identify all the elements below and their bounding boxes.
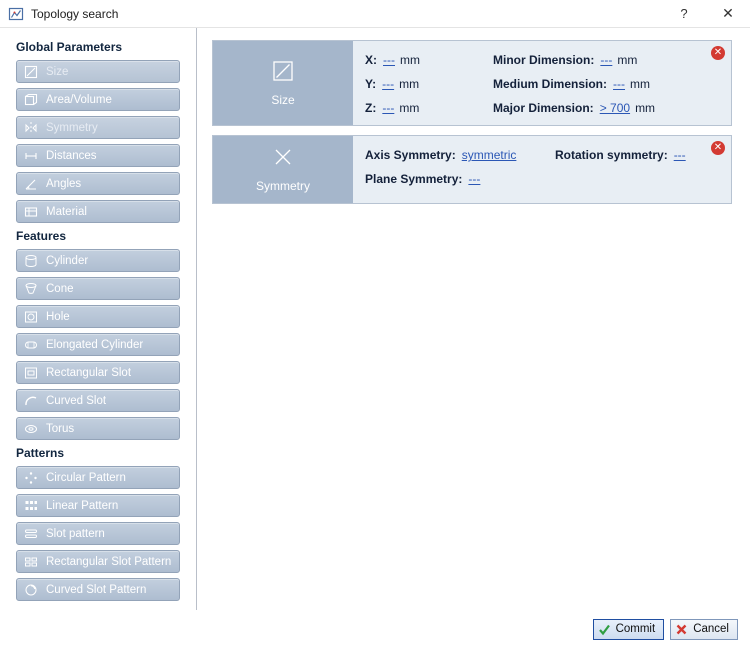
sidebar-group-title-features: Features (16, 229, 67, 243)
sidebar-item-label: Curved Slot Pattern (46, 583, 147, 596)
sidebar-item-curved-slot[interactable] (16, 389, 180, 412)
sidebar-item-label: Angles (46, 177, 82, 190)
field-value[interactable]: --- (600, 53, 613, 67)
sidebar-item-rectangular-slot[interactable] (16, 361, 180, 384)
cancel-x-icon (675, 623, 688, 636)
field-value[interactable]: symmetric (461, 148, 517, 162)
field-y (365, 77, 493, 91)
elongated-cylinder-icon (23, 337, 39, 353)
remove-card-button[interactable]: ✕ (711, 46, 725, 60)
window-title: Topology search (31, 6, 119, 21)
torus-icon (23, 421, 39, 437)
sidebar-item-angles[interactable] (16, 172, 180, 195)
content-panel (198, 28, 750, 610)
curved-slot-icon (23, 393, 39, 409)
sidebar-item-slot-pattern[interactable] (16, 522, 180, 545)
cylinder-icon (23, 253, 39, 269)
dialog-footer (0, 610, 750, 648)
sidebar-item-label: Linear Pattern (46, 499, 119, 512)
field-label: X: (365, 53, 377, 67)
field-z (365, 101, 493, 115)
field-label: Rotation symmetry: (555, 148, 668, 162)
rectangular-slot-icon (23, 365, 39, 381)
field-label: Minor Dimension: (493, 53, 595, 67)
angles-icon (23, 176, 39, 192)
field-label: Axis Symmetry: (365, 148, 456, 162)
card-row (365, 172, 719, 186)
sidebar-item-label: Rectangular Slot (46, 366, 132, 379)
close-button[interactable]: ✕ (722, 5, 734, 21)
sidebar (0, 28, 197, 610)
topology-icon (8, 6, 24, 22)
symmetry-icon (23, 120, 39, 136)
field-value[interactable]: --- (382, 77, 395, 91)
sidebar-item-cylinder[interactable] (16, 249, 180, 272)
card-body-size (353, 41, 731, 125)
field-minor-dimension (493, 53, 637, 67)
sidebar-item-label: Rectangular Slot Pattern (46, 555, 172, 568)
rectangular-slot-pattern-icon (23, 554, 39, 570)
slot-pattern-icon (23, 526, 39, 542)
field-value[interactable]: --- (383, 53, 395, 67)
sidebar-item-label: Distances (46, 149, 97, 162)
field-unit: mm (399, 101, 420, 115)
sidebar-item-label: Symmetry (46, 121, 98, 134)
criteria-card-symmetry (212, 135, 732, 204)
title-bar (0, 0, 750, 28)
sidebar-group-title-global-parameters: Global Parameters (16, 40, 123, 54)
sidebar-item-label: Material (46, 205, 87, 218)
sidebar-item-label: Elongated Cylinder (46, 338, 144, 351)
sidebar-item-material[interactable] (16, 200, 180, 223)
field-plane-symmetry (365, 172, 555, 186)
cone-icon (23, 281, 39, 297)
card-row (365, 77, 719, 91)
sidebar-item-rectangular-slot-pattern[interactable] (16, 550, 180, 573)
material-icon (23, 204, 39, 220)
field-unit: mm (635, 101, 656, 115)
cancel-label: Cancel (693, 623, 729, 635)
sidebar-item-circular-pattern[interactable] (16, 466, 180, 489)
field-unit: mm (617, 53, 638, 67)
area-volume-icon (23, 92, 39, 108)
curved-slot-pattern-icon (23, 582, 39, 598)
sidebar-item-size[interactable] (16, 60, 180, 83)
field-label: Major Dimension: (493, 101, 594, 115)
commit-label: Commit (615, 623, 656, 635)
field-value[interactable]: --- (613, 77, 626, 91)
distances-icon (23, 148, 39, 164)
field-label: Plane Symmetry: (365, 172, 463, 186)
sidebar-item-label: Cone (46, 282, 74, 295)
window-controls (662, 0, 750, 28)
field-label: Z: (365, 101, 377, 115)
card-header-symmetry (213, 136, 353, 203)
sidebar-item-linear-pattern[interactable] (16, 494, 180, 517)
field-axis-symmetry (365, 148, 555, 162)
field-major-dimension (493, 101, 655, 115)
commit-button[interactable] (593, 619, 665, 640)
sidebar-item-area-volume[interactable] (16, 88, 180, 111)
field-x (365, 53, 493, 67)
card-row (365, 101, 719, 115)
dialog-body (0, 28, 750, 648)
help-button[interactable]: ? (680, 6, 688, 21)
hole-icon (23, 309, 39, 325)
field-unit: mm (630, 77, 651, 91)
card-row (365, 148, 719, 162)
field-label: Medium Dimension: (493, 77, 608, 91)
field-value[interactable]: --- (382, 101, 395, 115)
size-icon (23, 64, 39, 80)
linear-pattern-icon (23, 498, 39, 514)
sidebar-item-symmetry[interactable] (16, 116, 180, 139)
field-unit: mm (399, 77, 420, 91)
sidebar-item-hole[interactable] (16, 305, 180, 328)
field-value[interactable]: --- (673, 148, 686, 162)
check-icon (598, 623, 611, 636)
sidebar-item-label: Hole (46, 310, 70, 323)
remove-card-button[interactable]: ✕ (711, 141, 725, 155)
sidebar-item-elongated-cylinder[interactable] (16, 333, 180, 356)
sidebar-item-label: Curved Slot (46, 394, 107, 407)
sidebar-item-torus[interactable] (16, 417, 180, 440)
sidebar-item-label: Torus (46, 422, 75, 435)
sidebar-item-label: Cylinder (46, 254, 89, 267)
size-icon (272, 60, 294, 85)
field-unit: mm (400, 53, 420, 67)
sidebar-group-title-patterns: Patterns (16, 446, 65, 460)
field-medium-dimension (493, 77, 650, 91)
field-value[interactable]: --- (468, 172, 481, 186)
sidebar-item-label: Size (46, 65, 69, 78)
symmetry-icon (272, 146, 294, 171)
criteria-card-size (212, 40, 732, 126)
field-value[interactable]: > 700 (599, 101, 631, 115)
sidebar-item-cone[interactable] (16, 277, 180, 300)
field-label: Y: (365, 77, 377, 91)
field-rotation-symmetry (555, 148, 691, 162)
sidebar-item-distances[interactable] (16, 144, 180, 167)
card-title: Size (271, 92, 295, 107)
sidebar-item-label: Slot pattern (46, 527, 105, 540)
card-title: Symmetry (256, 179, 310, 193)
circular-pattern-icon (23, 470, 39, 486)
cancel-button[interactable] (670, 619, 738, 640)
sidebar-item-label: Area/Volume (46, 93, 112, 106)
sidebar-item-label: Circular Pattern (46, 471, 126, 484)
card-body-symmetry (353, 136, 731, 203)
card-row (365, 53, 719, 67)
sidebar-item-curved-slot-pattern[interactable] (16, 578, 180, 601)
card-header-size (213, 41, 353, 125)
